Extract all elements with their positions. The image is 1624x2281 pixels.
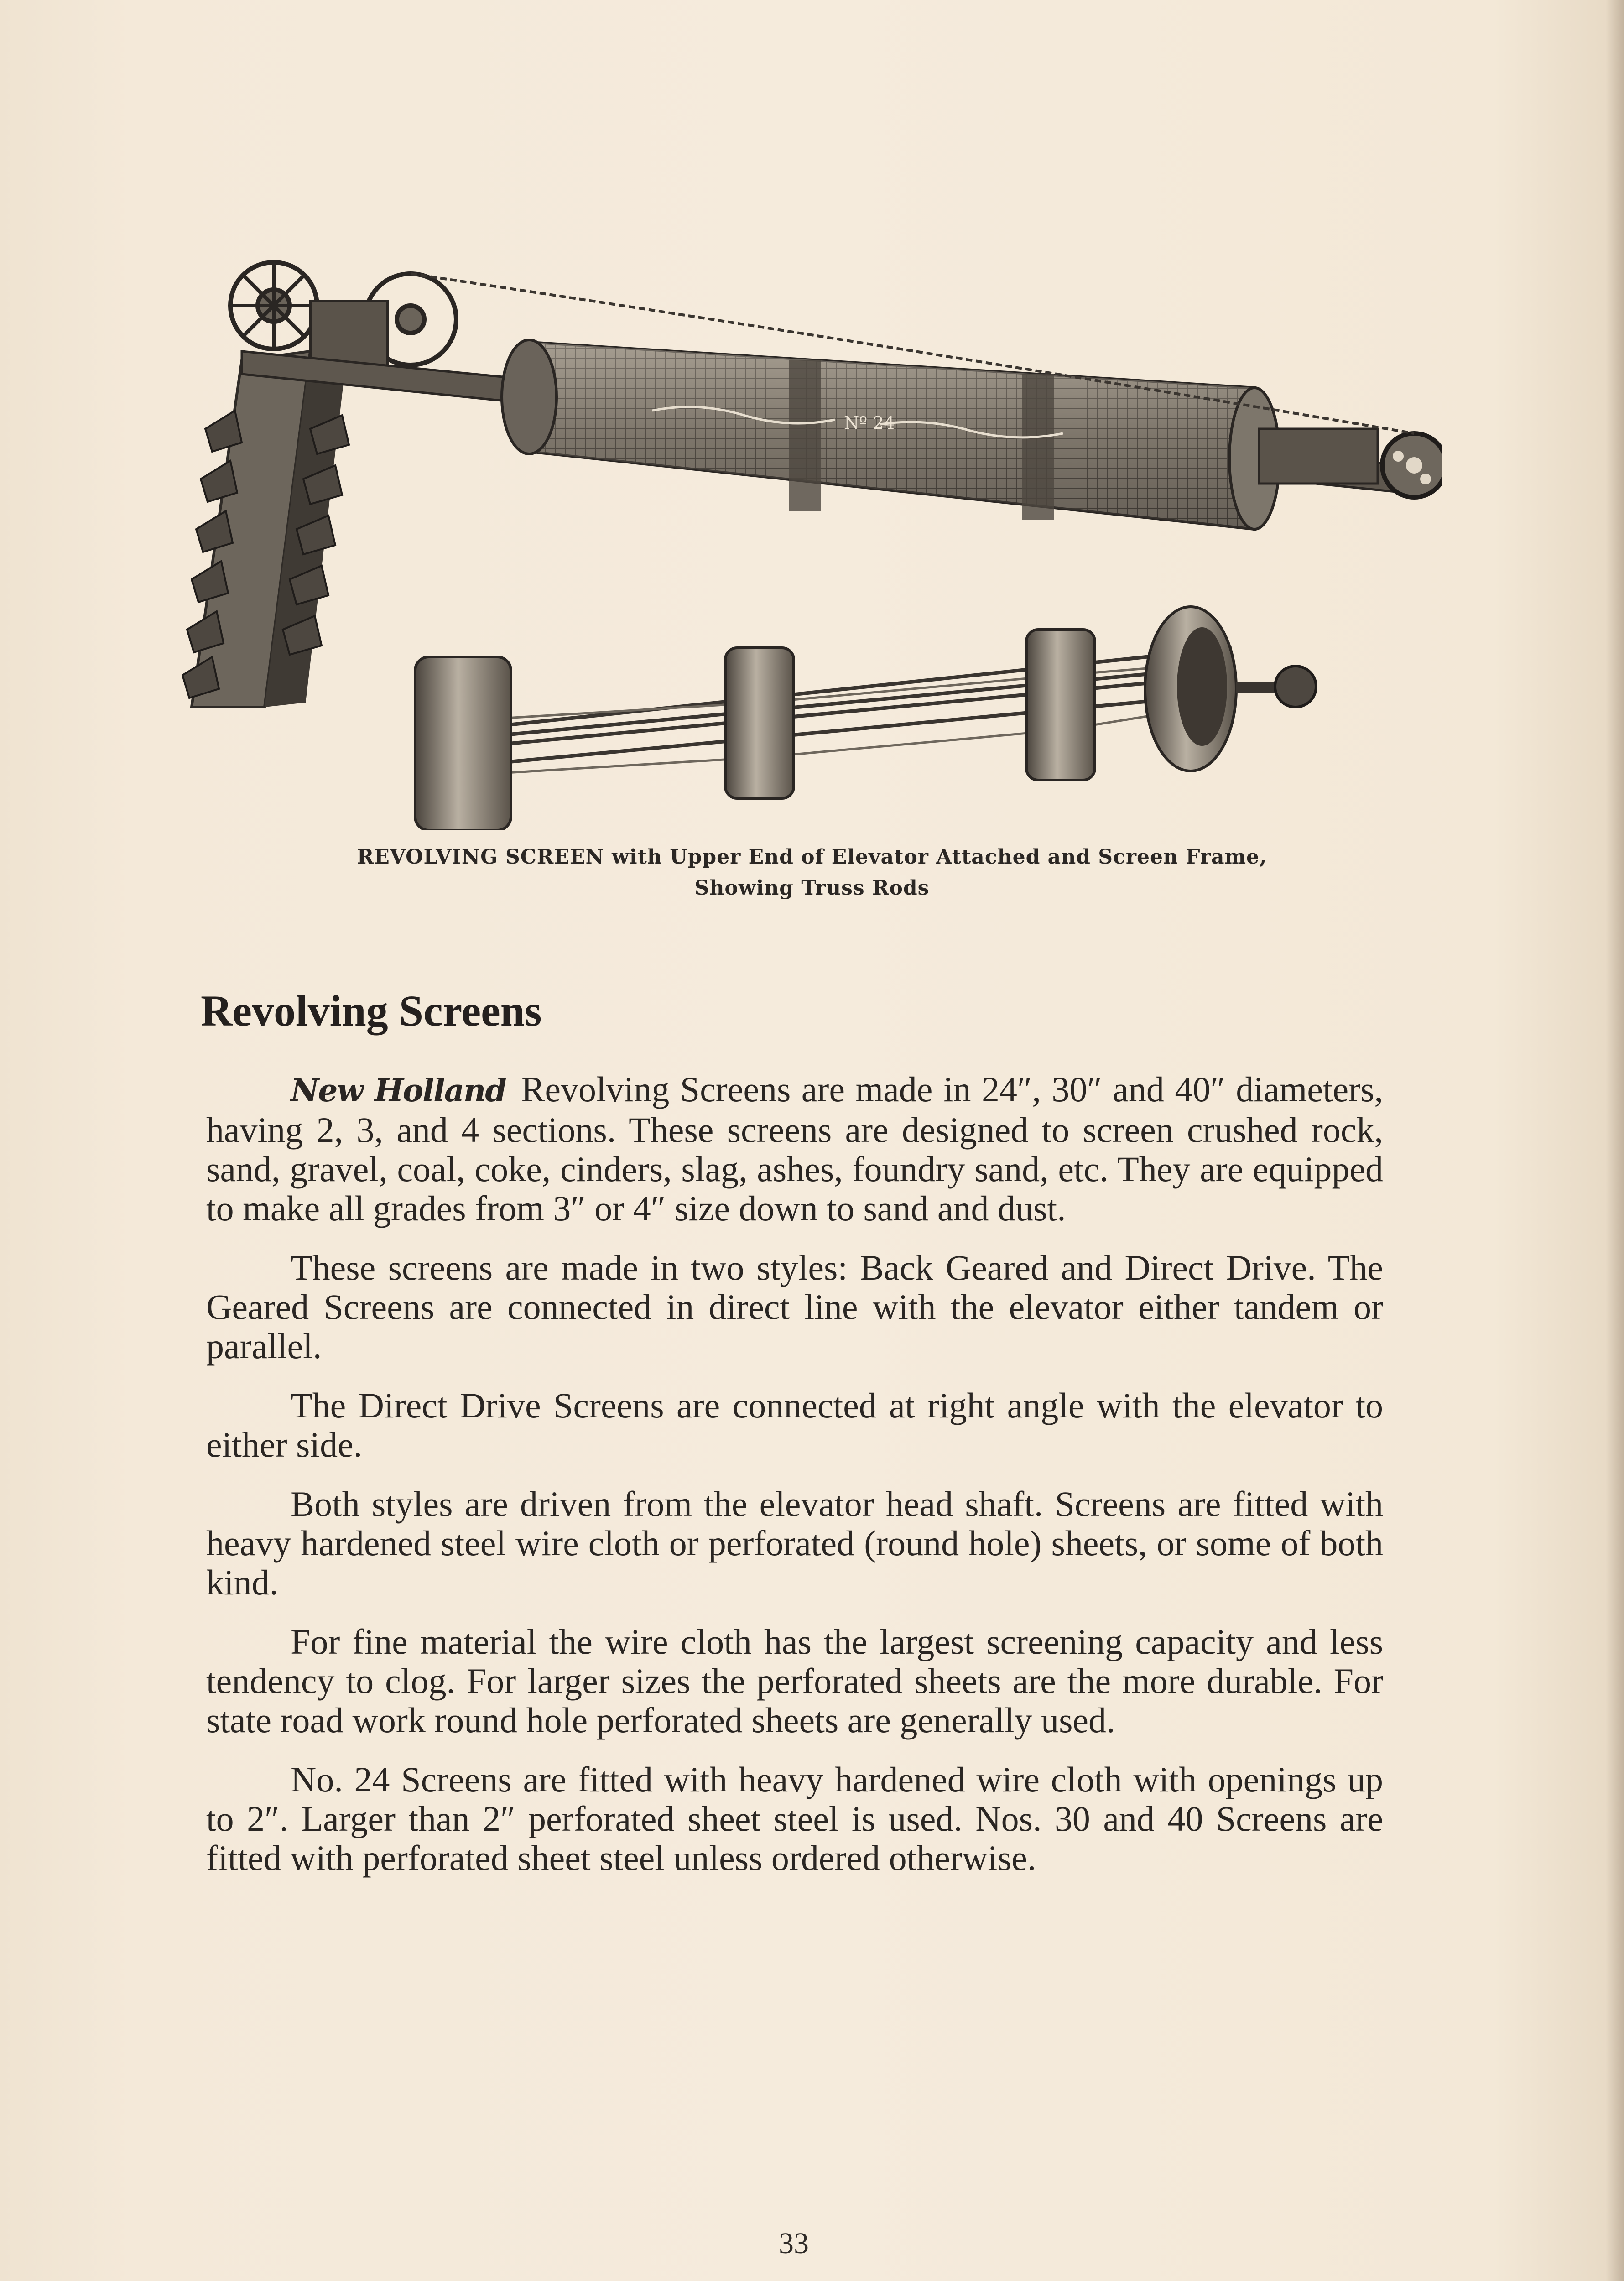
paragraph-5: For fine material the wire cloth has the largest screening capacity and less tendency to clog. For larger sizes the perforated sheets are the more durable. For state road work round hole perforated sheets are generally used. <box>206 1622 1383 1740</box>
elevator-column <box>182 351 349 707</box>
screen-drum <box>502 340 1280 529</box>
figure-caption <box>137 842 1487 904</box>
book-spine-shadow <box>1606 0 1624 2281</box>
paragraph-1-text: Revolving Screens are made in 24″, 30″ and 40″ diameters, having 2, 3, and 4 sections. These screens are designed to screen crushed rock, sand, gravel, coal, coke, cinders, slag, ashes, foundry sand, etc. They are equipped to make all grades from 3″ or 4″ size down to sand and dust. <box>206 1069 1384 1228</box>
revolving-screen-illustration <box>173 237 1442 830</box>
caption-line-2: Showing Truss Rods <box>694 876 930 900</box>
paragraph-2: These screens are made in two styles: Back Geared and Direct Drive. The Geared Screens are connected in direct line with the elevator either tandem or parallel. <box>206 1248 1383 1366</box>
plate-label: Nº 24 <box>844 413 895 433</box>
paragraph-6: No. 24 Screens are fitted with heavy hardened wire cloth with openings up to 2″. Larger than 2″ perforated sheet steel is used. Nos. 30 and 40 Screens are fitted with perforated sheet steel unless ordered otherwise. <box>206 1760 1383 1878</box>
paragraph-1 <box>206 1070 1383 1228</box>
screen-frame-truss <box>415 607 1316 830</box>
paragraph-3: The Direct Drive Screens are connected at right angle with the elevator to either side. <box>206 1385 1383 1464</box>
page-number: 33 <box>779 2227 809 2260</box>
brand-logotype: New Holland <box>291 1073 506 1109</box>
section-heading: Revolving Screens <box>201 986 542 1035</box>
body-text <box>206 1070 1383 1898</box>
caption-line-1: REVOLVING SCREEN with Upper End of Elevator Attached and Screen Frame, <box>357 845 1267 869</box>
paragraph-4: Both styles are driven from the elevator head shaft. Screens are fitted with heavy hardened steel wire cloth or perforated (round hole) sheets, or some of both kind. <box>206 1484 1383 1602</box>
